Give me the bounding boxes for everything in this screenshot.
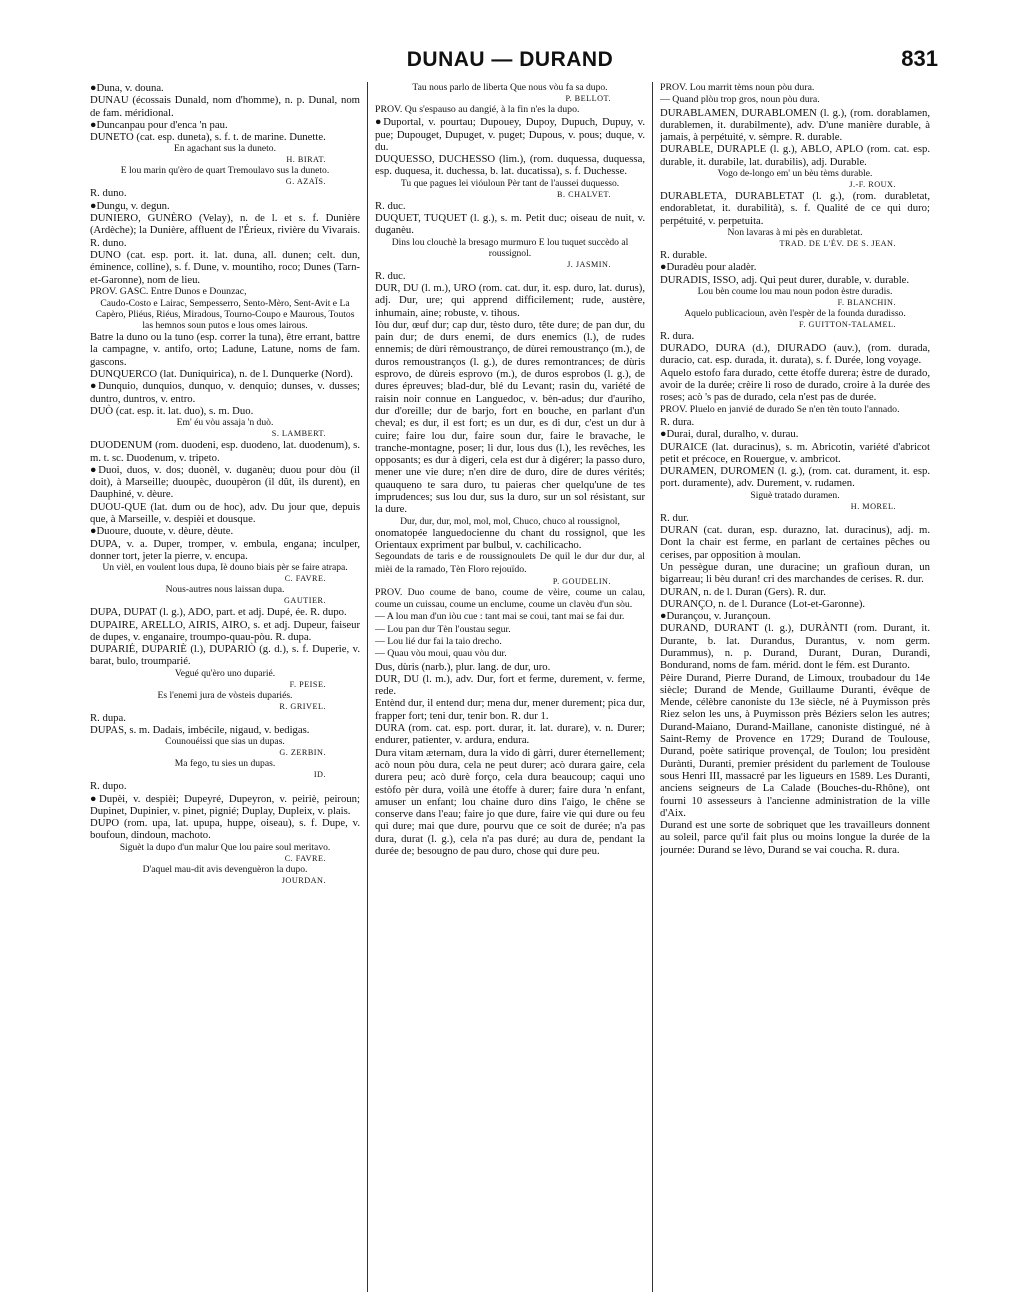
proverb: PROV. Qu s'espauso au dangié, à la fin n'es la dupo. — [375, 104, 580, 115]
dictionary-entry: Batre la duno ou la tuno (esp. correr la tuna), être errant, battre la campagne, v. antifo, orto; Ladune, Latune, noms de fam. gascons. — [90, 331, 360, 368]
dictionary-entry: DURADO, DURA (d.), DIURADO (auv.), (rom. durada, duracio, cat. esp. durada, it. durata), s. f. Durée, long voyage. — [660, 342, 930, 367]
dictionary-entry: ●Dunquio, dunquios, dunquo, v. denquio; dunses, v. dusses; duntro, duntros, v. entro. — [90, 380, 360, 405]
column-middle — [375, 82, 645, 1292]
dictionary-entry: ●Duradèu pour aladèr. — [660, 261, 757, 274]
running-title: DUNAU — DURAND — [406, 48, 614, 71]
dictionary-entry: ●Duna, v. douna. — [90, 82, 164, 94]
page-header — [90, 46, 938, 78]
dictionary-entry: Durand est une sorte de sobriquet que les travailleurs donnent au soleil, parce qu'il fait plus ou moins longue la durée de la journée: Durand se lèvo, Durand se vai coucha. R. dura. — [660, 819, 930, 856]
quotation: D'aquel mau-dit avis devenguèron la dupo. — [142, 863, 308, 875]
quotation: Caudo-Costo e Lairac, Sempesserro, Sento-Mèro, Sent-Avit e La Capèro, Pliéus, Riéus, Miradous, Tourno-Coupo e Maurous, Toutos las hemnos soun putos e lous omes lairous. — [95, 298, 355, 332]
attribution: S. LAMBERT. — [271, 429, 326, 439]
dictionary-entry: DUNQUERCO (lat. Duniquirica), n. de l. Dunquerke (Nord). — [90, 368, 353, 381]
dictionary-entry: DURAN, n. de l. Duran (Gers). R. dur. — [660, 585, 826, 598]
quotation: Siguèt la dupo d'un malur Que lou paire soul meritavo. — [119, 841, 331, 853]
dictionary-entry: ●Durai, dural, duralho, v. durau. — [660, 428, 799, 441]
attribution: P. GOUDELIN. — [552, 576, 611, 586]
dictionary-entry: ●Dungu, v. degun. — [90, 199, 170, 212]
column-divider — [367, 82, 368, 1292]
quotation: E lou marin qu'èro de quart Tremoulavo sus la duneto. — [120, 165, 330, 177]
dictionary-columns — [90, 82, 930, 1292]
dictionary-entry: R. duc. — [375, 269, 406, 282]
dictionary-entry: DUOU-QUE (lat. dum ou de hoc), adv. Du jour que, depuis que, à Marseille, v. despièi et dousque. — [90, 500, 360, 526]
attribution: B. CHALVET. — [557, 189, 611, 199]
dictionary-entry: Aquelo estofo fara durado, cette étoffe durera; èstre de durado, avoir de la durée; crèire li roso de durado, croire à la durée des roses; acò 's pas de durado, cela n'est pas de durée. — [660, 366, 930, 404]
quotation: Counouéissi que sias un dupas. — [165, 736, 285, 748]
quotation: Un vièl, en voulent lous dupa, Iè douno biais pèr se faire atrapa. — [102, 562, 348, 574]
quotation: Nous-autres nous laissan dupa. — [165, 584, 285, 596]
quotation: En agachant sus la duneto. — [173, 143, 277, 155]
dictionary-entry: DUPA, DUPAT (l. g.), ADO, part. et adj. Dupé, ée. R. dupo. — [90, 606, 347, 619]
column-right — [660, 82, 930, 1292]
attribution: JOURDAN. — [281, 875, 326, 885]
proverb: Segoundats de taris e de roussignoulets De quil le dur dur dur, al mièi de la ramado, Tèn Floro rejouïdo. — [375, 551, 645, 575]
dictionary-entry: DURABLETA, DURABLETAT (l. g.), (rom. durabletat, endorabletat, it. durabilità), s. f. Qualité de ce qui duro; perpétuité, v. perpetuita. — [660, 190, 930, 227]
dictionary-entry: onomatopée languedocienne du chant du rossignol, que les Orientaux expriment par bulbul, v. cachilicacho. — [375, 526, 645, 551]
dictionary-entry: DUPARIÉ, DUPARIÈ (l.), DUPARIÒ (g. d.), s. f. Duperie, v. barat, bulo, troumparié. — [90, 643, 360, 668]
dictionary-entry: Pèire Durand, Pierre Durand, de Limoux, troubadour du 14e siècle; Durand de Mende, Guillaume Duranti, évêque de Mende, célèbre canoniste du 13e siècle, né à Puymisson près Riez selon les uns, à Puymisson près Béziers selon les autres; Durand-Maiano, Durand-Maillane, canoniste distingué, né à Saint-Remy de Provence en 1729; Durand de Toulouse, Durand, poète satirique provençal, de Toulon; lou presidènt Durànti, Duranti, premier président du parlement de Toulouse sous Henri III, massacré par les ligueurs en 1589. Les Duranti, anciens seigneurs de La Calade (Bouches-du-Rhône), ont fourni 10 assesseurs à l'ancienne administration de la ville d'Aix. — [660, 671, 930, 819]
proverb: — A lou man d'un iòu cue : tant mai se coui, tant mai se fai dur. — [375, 611, 625, 623]
quotation: Dur, dur, dur, mol, mol, mol, Chuco, chuco al roussignol, — [400, 515, 620, 527]
quotation: Em' éu vòu assaja 'n duò. — [176, 417, 274, 429]
dictionary-entry: DURAICE (lat. duracinus), s. m. Abricotin, variété d'abricot petit et précoce, en Rouergue, v. ambricot. — [660, 440, 930, 465]
dictionary-entry: Dura vitam æternam, dura la vido di gàrri, durer éternellement; acò noun pòu dura, cela ne peut durer; acò durara gaire, cela durera peu; acò durè forço, cela dura beaucoup; caqui uno estòfo pèr dura, voilà une étoffe à durer; faire dura 'n enfant, amuser un enfant; lou chaine duro dins l'aigo, le chêne se conserve dans l'eau; faire jo que dure, faire vie qui dure ou feu qui dure; mai que dure, pourvu que ce soit de durée; n'a pas dura, durat (l. g.), cela n'a pas duré; au dura de, pendant la durée de; besougno de pau duro, chose qui dure peu. — [375, 746, 645, 858]
quotation: Tu que pagues lei vióuloun Pèr tant de l'aussei duquesso. — [400, 177, 620, 189]
dictionary-entry: ●Duportal, v. pourtau; Dupouey, Dupoy, Dupuch, Dupuy, v. pue; Dupouget, Dupuget, v. puget; Dupous, v. pous; duque, v. du. — [375, 116, 645, 153]
attribution: G. ZERBIN. — [279, 748, 326, 758]
dictionary-entry: ●Dupèi, v. despièi; Dupeyré, Dupeyron, v. peiriè, peiroun; Dupinet, Dupinier, v. pinet, pignié; Duplay, Dupleix, v. plais. — [90, 792, 360, 817]
dictionary-entry: ●Duncanpau pour d'enca 'n pau. — [90, 118, 228, 131]
attribution: H. MOREL. — [850, 501, 896, 511]
dictionary-entry: DUPA, v. a. Duper, tromper, v. embula, engana; inculper, donner tort, jeter la pierre, v. encupa. — [90, 537, 360, 562]
proverb: PROV. Lou marrit tèms noun pòu dura. — [660, 82, 815, 93]
dictionary-entry: R. dura. — [660, 415, 695, 428]
dictionary-entry: DUQUESSO, DUCHESSO (lim.), (rom. duquessa, duquessa, esp. duquesa, it. duchessa, b. lat. ducatissa), s. f. Duchesse. — [375, 153, 645, 178]
dictionary-entry: DUPO (rom. upa, lat. upupa, huppe, oiseau), s. f. Dupe, v. boufoun, dindoun, machoto. — [90, 817, 360, 842]
proverb: — Quand plòu trop gros, noun pòu dura. — [660, 94, 820, 106]
dictionary-entry: DUPAIRE, ARELLO, AIRIS, AIRO, s. et adj. Dupeur, faiseur de dupes, v. enganaire, troumpo-quau-pòu. R. dupa. — [90, 618, 360, 643]
quotation: Lou bèn coume lou mau noun podon èstre duradis. — [697, 285, 893, 297]
proverb: — Lou pan dur Tèn l'oustau segur. — [375, 623, 511, 635]
attribution: TRAD. DE L'ÉV. DE S. JEAN. — [779, 238, 896, 248]
dictionary-entry: R. duno. — [90, 187, 127, 200]
attribution: H. BIRAT. — [286, 155, 326, 165]
dictionary-entry: Entènd dur, il entend dur; mena dur, mener durement; pica dur, frapper fort; teni dur, tenir bon. R. dur 1. — [375, 697, 645, 722]
attribution: G. AZAÏS. — [285, 177, 326, 187]
dictionary-entry: R. dur. — [660, 511, 689, 524]
dictionary-entry: DURAN (cat. duran, esp. durazno, lat. duracinus), adj. m. Dont la chair est ferme, en parlant de certaines pêches ou cerises, par opposition à moulan. — [660, 524, 930, 561]
dictionary-entry: DURABLE, DURAPLE (l. g.), ABLO, APLO (rom. cat. esp. durable, it. durabile, lat. durabilis), adj. Durable. — [660, 143, 930, 168]
quotation: Vogo de-longo em' un bèu tèms durable. — [717, 168, 873, 180]
attribution: C. FAVRE. — [284, 574, 326, 584]
dictionary-entry: R. dupo. — [90, 780, 127, 793]
page-number: 831 — [901, 46, 938, 71]
dictionary-entry: R. durable. — [660, 248, 708, 261]
dictionary-entry: R. duc. — [375, 199, 406, 212]
dictionary-entry: DURAMEN, DUROMEN (l. g.), (rom. cat. durament, it. esp. port. duramente), adv. Durement, v. rudamen. — [660, 465, 930, 490]
proverb: PROV. Pluelo en janvié de durado Se n'en tèn touto l'annado. — [660, 403, 900, 415]
attribution: C. FAVRE. — [284, 853, 326, 863]
attribution: F. PEISE. — [289, 679, 326, 689]
dictionary-entry: DURA (rom. cat. esp. port. durar, it. lat. durare), v. n. Durer; endurer, patienter, v. ardura, endura. — [375, 722, 645, 747]
quotation: Tau nous parlo de liberta Que nous vòu fa sa dupo. — [412, 82, 608, 93]
dictionary-entry: Dus, dùris (narb.), plur. lang. de dur, uro. — [375, 660, 551, 673]
dictionary-entry: Iòu dur, œuf dur; cap dur, tèsto duro, tête dure; de pan dur, du pain dur; de durs enemi, de durs enemics (l.), de rudes ennemis; de dùri rèmoustranço, de dùrei remoustranço (m.), de duros remoustranços (l. g.), de dures remontrances; de dùris esprovo, de dùreis esprovo (m.), de duros esprobos (l. g.), de dures épreuves; blad-dur, blé du Levant; rasin du, variété de raisin noir connue en Languedoc, v. bèn-adus; dur d'auriho, dur d'oreille; dur de barjo, fort en bouche, en parlant d'un cheval; es dur, il est fort; es un dur, es di dur, c'est un dur à cuire; faire lou dur, faire soun dur, faire le bravache, le tranche-montagne, poser; li dur, lous dus (l.), les revêches, les opposants; es dur à digeri, cela est dur à digérer; la passo duro, mener une vie dure; n'en dire de duro, dire de dures vérités; quauqueno te sara duro, tu paieras cher quelqu'une de tes imprudences; sus lou dur, sus la duro, sur un sol résistant, sur la dure. — [375, 318, 645, 516]
quotation: Dins lou clouchè la bresago murmuro E lou tuquet succèdo al roussignol. — [391, 236, 629, 259]
dictionary-entry: DUR, DU (l. m.), URO (rom. cat. dur, it. esp. duro, lat. durus), adj. Dur, ure; qui apprend difficilement; rude, austère, inhumain, aine; robuste, v. tihous. — [375, 281, 645, 319]
dictionary-entry: DUNO (cat. esp. port. it. lat. duna, all. dunen; celt. dun, éminence, colline), s. f. Dune, v. mountiho, roco; Dunes (Tarn-et-Garonne), nom de lieu. — [90, 248, 360, 286]
quotation: Non lavaras à mi pès en durabletat. — [727, 226, 863, 238]
quotation: Es l'enemi jura de vòsteis dupariés. — [157, 689, 293, 701]
dictionary-entry: DUNIERO, GUNÈRO (Velay), n. de l. et s. f. Dunière (Ardèche); la Dunière, affluent de l'Érieux, rivière du Vivarais. R. duno. — [90, 212, 360, 249]
quotation: Siguè tratado duramen. — [750, 489, 840, 501]
proverb: — Lou lié dur fai la taio drecho. — [375, 635, 502, 647]
dictionary-entry: DUNETO (cat. esp. duneta), s. f. t. de marine. Dunette. — [90, 131, 326, 144]
quotation: Aquelo publicacioun, avèn l'espèr de la founda duradisso. — [684, 307, 906, 319]
dictionary-entry: DURADIS, ISSO, adj. Qui peut durer, durable, v. durable. — [660, 273, 910, 286]
dictionary-entry: DUQUET, TUQUET (l. g.), s. m. Petit duc; oiseau de nuit, v. duganèu. — [375, 212, 645, 237]
dictionary-entry: DUR, DU (l. m.), adv. Dur, fort et ferme, durement, v. ferme, rede. — [375, 672, 645, 698]
attribution: R. GRIVEL. — [279, 701, 326, 711]
quotation: Ma fego, tu sies un dupas. — [174, 758, 276, 770]
attribution: GAUTIER. — [284, 596, 326, 606]
dictionary-entry: DUPAS, s. m. Dadais, imbécile, nigaud, v. bedigas. — [90, 723, 310, 736]
column-divider — [652, 82, 653, 1292]
proverb: PROV. Duo coume de bano, coume de vèire, coume un calau, coume un cuissau, coume un enclume, coume un clavèu d'un sòu. — [375, 586, 645, 611]
attribution: J.-F. ROUX. — [849, 180, 896, 190]
proverb: — Quau vòu moui, quau vòu dur. — [375, 648, 507, 660]
attribution: P. BELLOT. — [565, 94, 611, 103]
dictionary-entry: ●Duoi, duos, v. dos; duonèl, v. duganèu; duou pour dòu (il doit), à Marseille; duoupèc, duoupèron (il dût, ils durent), en Dauphiné, v. dèure. — [90, 463, 360, 501]
dictionary-entry: ●Duoure, duoute, v. dèure, dèute. — [90, 525, 234, 538]
dictionary-entry: DUODENUM (rom. duodeni, esp. duodeno, lat. duodenum), s. m. t. sc. Duodenum, v. tripeto. — [90, 439, 360, 464]
column-left — [90, 82, 360, 1292]
proverb: PROV. GASC. Entre Dunos e Dounzac, — [90, 285, 247, 297]
attribution: ID. — [313, 770, 326, 780]
dictionary-entry: DUNAU (écossais Dunald, nom d'homme), n. p. Dunal, nom de fam. méridional. — [90, 94, 360, 119]
quotation: Vegué qu'èro uno duparié. — [174, 667, 276, 679]
dictionary-entry: DURANÇO, n. de l. Durance (Lot-et-Garonne). — [660, 597, 866, 610]
dictionary-entry: DURAND, DURANT (l. g.), DURÀNTI (rom. Durant, it. Durante, b. lat. Durandus, Durantus, v. nom germ. Durammus), n. p. Durand, Durant, Duran, Durandi, Bondurand, noms de fam. mérid. dont le fém. est Duranto. — [660, 622, 930, 672]
dictionary-entry: DURABLAMEN, DURABLOMEN (l. g.), (rom. dorablamen, durablemen, it. durabilmente), adv. D'une manière durable, à jamais, à perpétuité, v. sèmpre. R. durable. — [660, 106, 930, 144]
attribution: F. BLANCHIN. — [837, 297, 896, 307]
dictionary-entry: R. dura. — [660, 329, 695, 342]
dictionary-entry: ●Durançou, v. Jurançoun. — [660, 610, 771, 623]
attribution: J. JASMIN. — [567, 259, 611, 269]
dictionary-entry: Un pessègue duran, une duracine; un grafioun duran, un bigarreau; li bèu duran! cri des marchandes de cerises. R. dur. — [660, 560, 930, 586]
dictionary-entry: R. dupa. — [90, 711, 126, 724]
dictionary-entry: DUÒ (cat. esp. it. lat. duo), s. m. Duo. — [90, 404, 254, 417]
attribution: F. GUITTON-TALAMEL. — [799, 319, 896, 329]
